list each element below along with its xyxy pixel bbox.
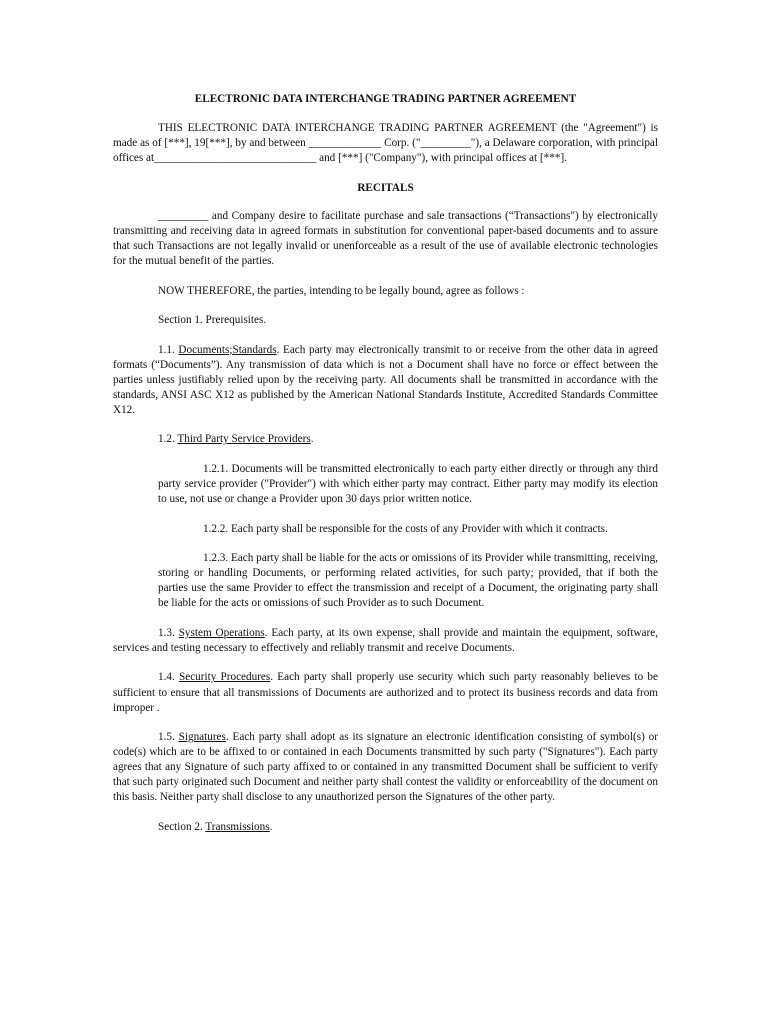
recitals-paragraph: _________ and Company desire to facilitate purchase and sale transactions (“Transactions") by electronically transmitting and receiving data in agreed formats in substitution for conventional paper-based documents and to assure that such Transactions are not legally invalid or unenforceable as a result of the use of available electronic technologies for the mutual benefit of the parties. (113, 209, 658, 268)
section-2-number: Section 2. (158, 820, 206, 833)
section-1-5-title: Signatures (178, 731, 226, 744)
section-1-1-title: Documents;Standards (178, 343, 277, 356)
document-body (113, 92, 658, 849)
section-1-2-1: 1.2.1. Documents will be transmitted electronically to each party either directly or through any third party service provider ("Provider") with which either party may contract. Either party may modify its election to use, not use or change a Provider upon 30 days prior written notice. (158, 462, 658, 506)
section-1-3-text: . Each party, at its own expense, shall provide and maintain the equipment, software, services and testing necessary to effectively and reliably transmit and receive Documents. (113, 626, 659, 654)
document-title: ELECTRONIC DATA INTERCHANGE TRADING PARTNER AGREEMENT (194, 93, 577, 105)
section-1-2-2: 1.2.2. Each party shall be responsible for the costs of any Provider with which it contracts. (203, 522, 608, 535)
section-1-heading: Section 1. Prerequisites. (158, 314, 267, 327)
recitals-heading: RECITALS (357, 181, 414, 194)
section-1-1-text: . Each party may electronically transmit to or receive from the other data in agreed formats (“Documents”). Any transmission of data which is not a Document shall have no force or effect between the parties unless justifiably relied upon by the receiving party. All documents shall be transmitted in accordance with the standards, ANSI ASC X12 as published by the American National Standards Institute, Accredited Standards Committee X12. (113, 343, 658, 416)
section-1-3-number: 1.3. (158, 626, 179, 639)
section-1-2 (113, 432, 658, 447)
section-1-2-title: Third Party Service Providers (177, 433, 311, 446)
section-1-3 (113, 626, 658, 656)
section-1-4-title: Security Procedures (179, 671, 271, 684)
section-1-2-subsections (158, 462, 658, 612)
section-1-5-text: . Each party shall adopt as its signature an electronic identification consisting of symbol(s) or code(s) which are to be affixed to or contained in each Documents transmitted by such party ("Signatures"). Each party agrees that any Signature of such party affixed to or contained in any transmitted Document shall be sufficient to verify that such party originated such Document and neither party shall contest the validity or enforceability of the document on this basis. Neither party shall disclose to any unauthorized person the Signatures of the other party. (113, 731, 658, 804)
section-1-5 (113, 730, 658, 805)
section-1-1-number: 1.1. (158, 343, 179, 356)
now-therefore-paragraph: NOW THEREFORE, the parties, intending to be legally bound, agree as follows : (158, 284, 525, 297)
section-1-2-3: 1.2.3. Each party shall be liable for the acts or omissions of its Provider while transmitting, receiving, storing or handling Documents, or performing related activities, for such party; provided, that if both the parties use the same Provider to effect the transmission and receipt of a Document, the originating party shall be liable for the acts or omissions of such Provider as to such Document. (158, 552, 658, 610)
section-1-5-number: 1.5. (158, 731, 179, 744)
section-1-4-text: . Each party shall properly use security which such party reasonably believes to be sufficient to ensure that all transmissions of Documents are authorized and to protect its business records and data from improper . (113, 671, 658, 714)
intro-paragraph: THIS ELECTRONIC DATA INTERCHANGE TRADING PARTNER AGREEMENT (the "Agreement") is made as of [***], 19[***], by and between _____________ Corp. ("_________"), a Delaware corporation, with principal offices at_____________________________ and [***] ("Company"), with principal offices at [***]. (113, 122, 658, 165)
section-1-2-number: 1.2. (158, 433, 178, 446)
section-2-heading (113, 820, 658, 835)
section-1-3-title: System Operations (178, 626, 265, 639)
section-2-title: Transmissions (205, 820, 270, 833)
section-1-4-number: 1.4. (158, 671, 180, 684)
section-1-4 (113, 670, 658, 715)
section-2-text: . (269, 820, 273, 833)
section-1-1 (113, 343, 658, 418)
section-1-2-text: . (310, 433, 314, 446)
